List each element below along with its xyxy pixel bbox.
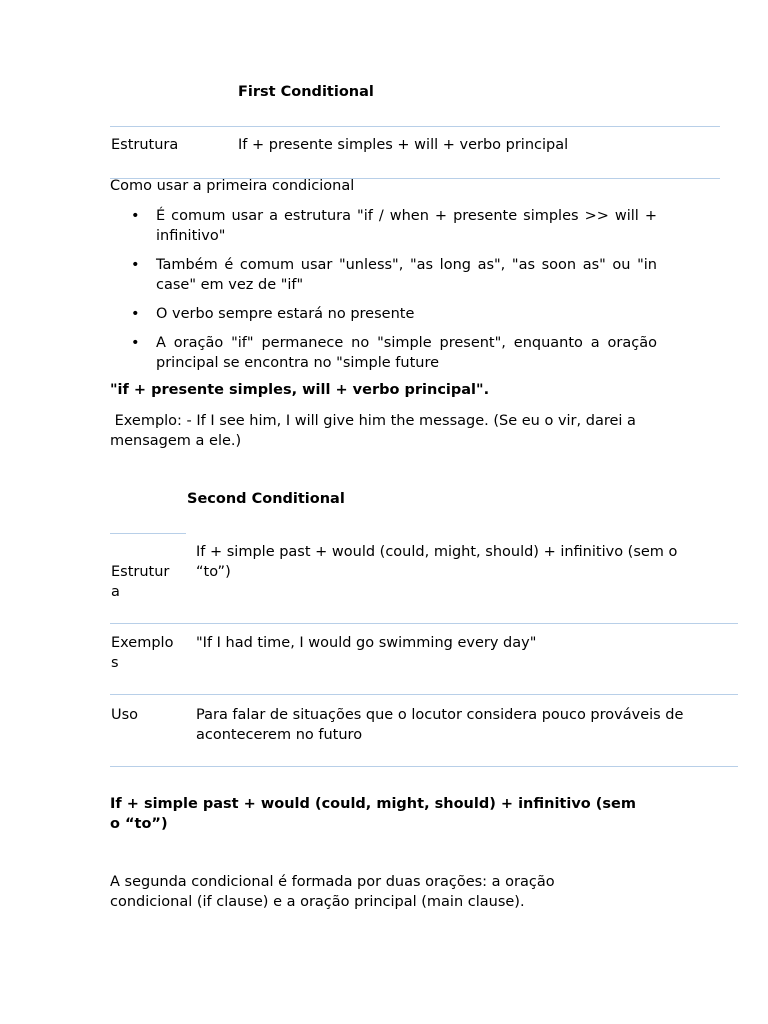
second-formula: If + simple past + would (could, might, should) + infinitivo (sem o “to”): [110, 796, 636, 832]
examples-value: "If I had time, I would go swimming every day": [196, 635, 537, 651]
bullet-icon: •: [131, 257, 140, 273]
how-to-use-heading: Como usar a primeira condicional: [110, 178, 355, 194]
table-divider: [110, 694, 738, 695]
first-example: Exemplo: - If I see him, I will give him the message. (Se eu o vir, darei a mensagem a ele.): [110, 413, 641, 449]
structure-label: Estrutura: [111, 564, 170, 600]
usage-value: Para falar de situações que o locutor considera pouco prováveis de acontecerem no futuro: [196, 707, 684, 743]
first-formula: "if + presente simples, will + verbo principal".: [110, 382, 490, 398]
structure-label: Estrutura: [111, 137, 179, 153]
list-item: • A oração "if" permanece no "simple present", enquanto a oração principal se encontra no "simple future: [131, 335, 657, 371]
bullet-icon: •: [131, 306, 140, 322]
second-conditional-title: Second Conditional: [187, 491, 345, 507]
examples-label: Exemplos: [111, 635, 174, 671]
table-divider: [110, 126, 720, 127]
list-item: • O verbo sempre estará no presente: [131, 306, 415, 322]
usage-label: Uso: [111, 707, 139, 723]
structure-value: If + presente simples + will + verbo principal: [238, 137, 569, 153]
usage-list: [110, 206, 657, 382]
bullet-icon: •: [131, 208, 140, 224]
structure-value: If + simple past + would (could, might, should) + infinitivo (sem o “to”): [196, 544, 678, 580]
table-divider: [110, 623, 738, 624]
first-conditional-title: First Conditional: [238, 84, 374, 100]
list-item: • É comum usar a estrutura "if / when + presente simples >> will + infinitivo": [131, 208, 657, 244]
second-paragraph: A segunda condicional é formada por duas orações: a oração condicional (if clause) e a oração principal (main clause).: [110, 874, 555, 910]
table-divider: [110, 766, 738, 767]
bullet-icon: •: [131, 335, 140, 351]
list-item: • Também é comum usar "unless", "as long as", "as soon as" ou "in case" em vez de "if": [131, 257, 657, 293]
table-divider: [110, 533, 186, 534]
